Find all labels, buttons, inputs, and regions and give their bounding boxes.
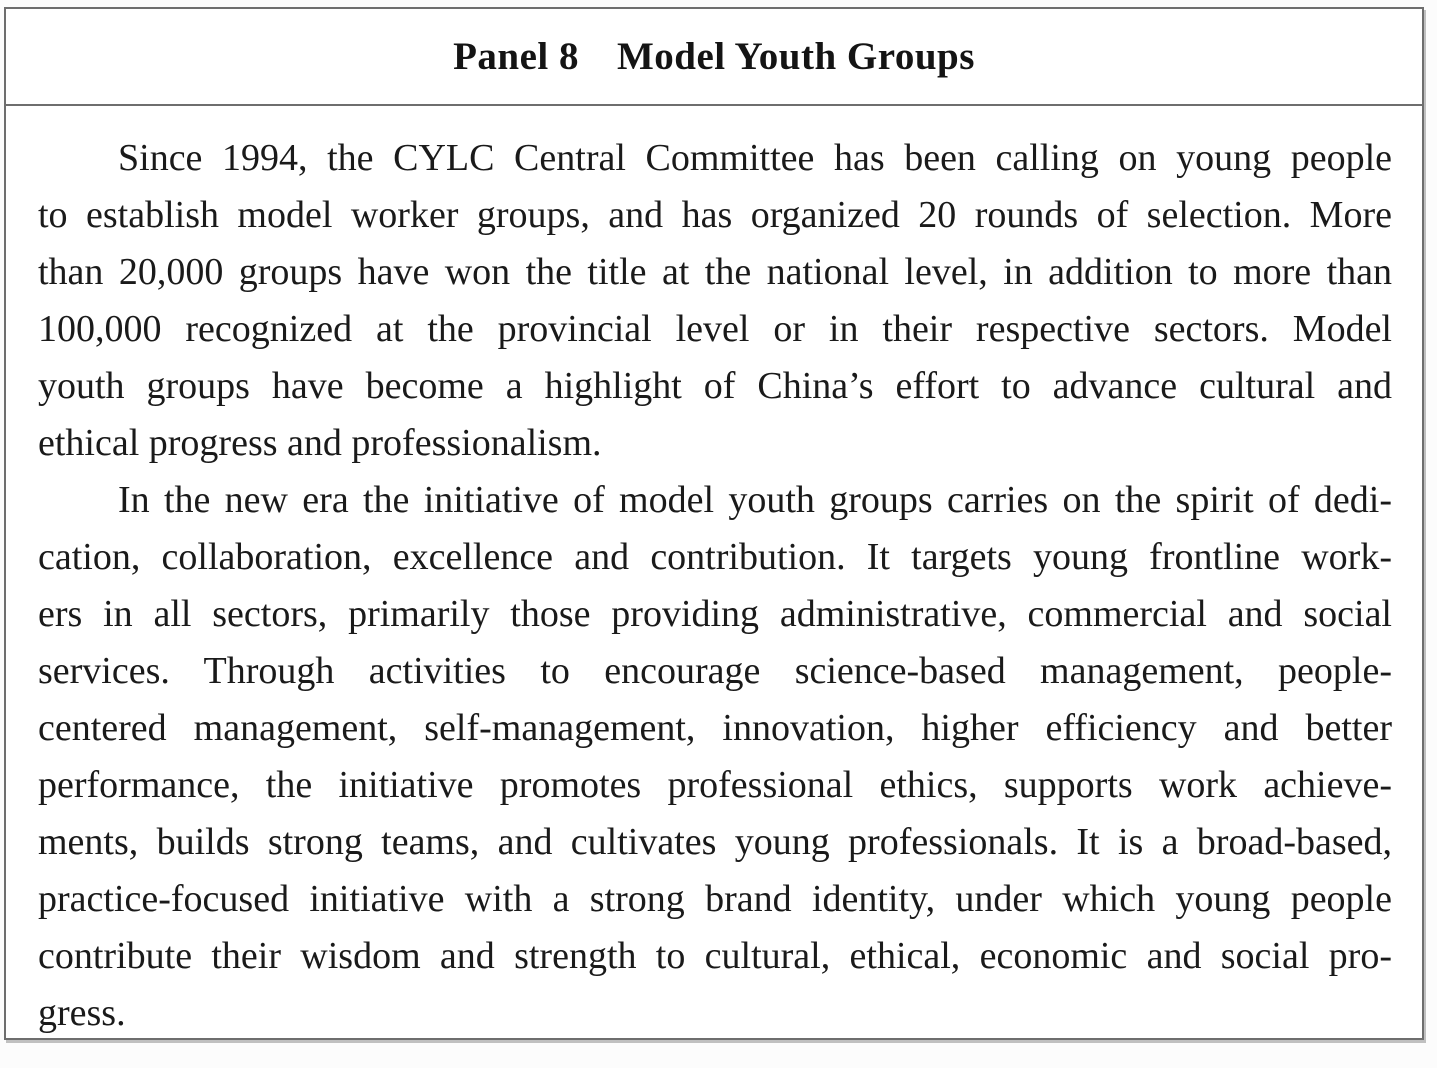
text-line: performance, the initiative promotes professional ethics, supports work achieve- bbox=[38, 764, 1392, 806]
text-line: Since 1994, the CYLC Central Committee has been calling on young people bbox=[118, 137, 1392, 179]
text-line: practice-focused initiative with a strong brand identity, under which young people bbox=[38, 878, 1392, 920]
text-line: ethical progress and professionalism. bbox=[38, 422, 602, 464]
text-line: In the new era the initiative of model youth groups carries on the spirit of dedi- bbox=[118, 479, 1392, 521]
text-line: than 20,000 groups have won the title at the national level, in addition to more than bbox=[38, 251, 1392, 293]
panel-title: Model Youth Groups bbox=[617, 35, 975, 78]
panel-number-label: Panel 8 bbox=[453, 35, 579, 78]
text-line: to establish model worker groups, and has organized 20 rounds of selection. More bbox=[38, 194, 1392, 236]
text-line: youth groups have become a highlight of China’s effort to advance cultural and bbox=[38, 365, 1392, 407]
text-line: gress. bbox=[38, 992, 126, 1034]
paragraph-1 bbox=[38, 130, 1392, 472]
panel-box bbox=[4, 7, 1424, 1040]
text-line: cation, collaboration, excellence and contribution. It targets young frontline work- bbox=[38, 536, 1392, 578]
text-line: ers in all sectors, primarily those providing administrative, commercial and social bbox=[38, 593, 1392, 635]
text-line: ments, builds strong teams, and cultivates young professionals. It is a broad-based, bbox=[38, 821, 1392, 863]
text-line: contribute their wisdom and strength to cultural, ethical, economic and social pro- bbox=[38, 935, 1392, 977]
panel-body bbox=[6, 106, 1422, 1042]
text-line: services. Through activities to encourage science-based management, people- bbox=[38, 650, 1392, 692]
paragraph-2 bbox=[38, 472, 1392, 1042]
panel-header bbox=[6, 9, 1422, 106]
text-line: 100,000 recognized at the provincial level or in their respective sectors. Model bbox=[38, 308, 1392, 350]
text-line: centered management, self-management, innovation, higher efficiency and better bbox=[38, 707, 1392, 749]
